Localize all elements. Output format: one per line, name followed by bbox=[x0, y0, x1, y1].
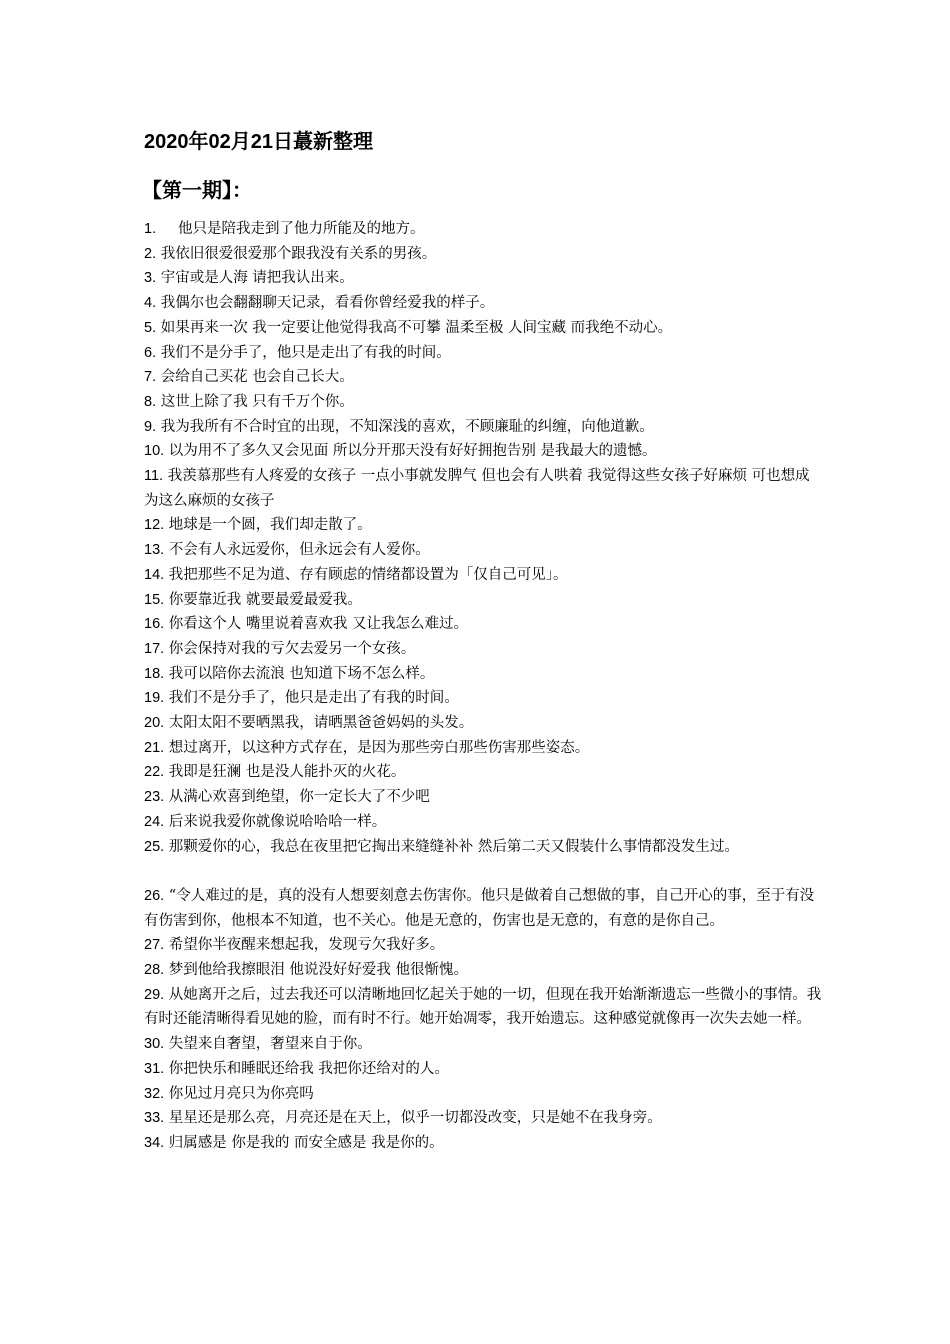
list-item bbox=[144, 242, 824, 267]
list-item-number: 1. bbox=[144, 221, 157, 237]
list-item bbox=[144, 686, 824, 711]
list-item-text: 我为我所有不合时宜的出现，不知深浅的喜欢，不顾廉耻的纠缠，向他道歉。 bbox=[160, 418, 654, 435]
list-item-text: 他只是陪我走到了他力所能及的地方。 bbox=[178, 221, 425, 237]
list-item-number: 12. bbox=[144, 517, 165, 534]
list-item-text: 你把快乐和睡眠还给我 我把你还给对的人。 bbox=[168, 1060, 449, 1077]
list-item bbox=[144, 1106, 824, 1131]
list-item-text: 我们不是分手了，他只是走出了有我的时间。 bbox=[160, 344, 451, 361]
list-item-number: 20. bbox=[144, 715, 165, 732]
list-item-number: 27. bbox=[144, 937, 165, 954]
list-item-number: 24. bbox=[144, 813, 165, 830]
list-item bbox=[144, 439, 824, 464]
list-item-text: 地球是一个圆，我们却走散了。 bbox=[168, 517, 372, 534]
list-item bbox=[144, 538, 824, 563]
list-item-number: 5. bbox=[144, 319, 157, 336]
list-item bbox=[144, 612, 824, 637]
list-item-text: 如果再来一次 我一定要让他觉得我高不可攀 温柔至极 人间宝藏 而我绝不动心。 bbox=[160, 319, 673, 336]
list-item-number: 18. bbox=[144, 665, 165, 682]
list-item-number: 21. bbox=[144, 739, 165, 756]
list-item-text: 宇宙或是人海 请把我认出来。 bbox=[160, 270, 354, 287]
list-item-text: 梦到他给我擦眼泪 他说没好好爱我 他很惭愧。 bbox=[168, 962, 468, 979]
list-item-number: 2. bbox=[144, 245, 157, 262]
list-item bbox=[144, 341, 824, 366]
list-item bbox=[144, 1131, 824, 1156]
list-item-number: 7. bbox=[144, 369, 157, 386]
list-item-number: 16. bbox=[144, 616, 165, 633]
list-item-number: 6. bbox=[144, 344, 157, 361]
list-item-text: 我羡慕那些有人疼爱的女孩子 一点小事就发脾气 但也会有人哄着 我觉得这些女孩子好麻烦 可也想成为这么麻烦的女孩子 bbox=[144, 468, 810, 509]
list-item-text: 你要靠近我 就要最爱最爱我。 bbox=[168, 591, 362, 608]
list-item bbox=[144, 291, 824, 316]
list-item bbox=[144, 810, 824, 835]
list-item bbox=[144, 365, 824, 390]
list-item-text: 后来说我爱你就像说哈哈哈一样。 bbox=[168, 813, 387, 830]
list-item-number: 15. bbox=[144, 591, 165, 608]
list-item-number: 23. bbox=[144, 789, 165, 806]
list-item bbox=[144, 933, 824, 958]
list-item-text: 归属感是 你是我的 而安全感是 我是你的。 bbox=[168, 1135, 444, 1151]
list-item-number: 28. bbox=[144, 962, 165, 979]
list-item-text: 你会保持对我的亏欠去爱另一个女孩。 bbox=[168, 640, 416, 657]
list-item-text: 我偶尔也会翻翻聊天记录，看看你曾经爱我的样子。 bbox=[160, 295, 495, 312]
list-item-text: 我即是狂澜 也是没人能扑灭的火花。 bbox=[168, 764, 406, 781]
list-item-text: 会给自己买花 也会自己长大。 bbox=[160, 369, 354, 386]
list-item bbox=[144, 316, 824, 341]
list-item-text: 我把那些不足为道、存有顾虑的情绪都设置为「仅自己可见」。 bbox=[168, 566, 568, 583]
list-item-text: 希望你半夜醒来想起我，发现亏欠我好多。 bbox=[168, 937, 445, 954]
list-item bbox=[144, 464, 824, 513]
list-item-number: 32. bbox=[144, 1085, 165, 1102]
list-item-number: 19. bbox=[144, 690, 165, 707]
list-item-text: 想过离开，以这种方式存在，是因为那些旁白那些伤害那些姿态。 bbox=[168, 739, 590, 756]
list-item-number: 9. bbox=[144, 418, 157, 435]
list-item-number: 30. bbox=[144, 1036, 165, 1053]
list-item bbox=[144, 637, 824, 662]
list-item-text: 太阳太阳不要晒黑我，请晒黑爸爸妈妈的头发。 bbox=[168, 715, 474, 732]
list-item-number: 14. bbox=[144, 566, 165, 583]
list-item bbox=[144, 785, 824, 810]
list-item bbox=[144, 760, 824, 785]
list-item-text: 星星还是那么亮，月亮还是在天上，似乎一切都没改变，只是她不在我身旁。 bbox=[168, 1110, 662, 1127]
list-item-text: 从她离开之后，过去我还可以清晰地回忆起关于她的一切，但现在我开始渐渐遗忘一些微小的事情。我有时还能清晰得看见她的脸，而有时不行。她开始凋零，我开始遗忘。这种感觉就像再一次失去她一样。 bbox=[144, 986, 822, 1028]
list-item bbox=[144, 736, 824, 761]
list-item bbox=[144, 415, 824, 440]
list-item-text: 不会有人永远爱你，但永远会有人爱你。 bbox=[168, 542, 430, 559]
list-item-number: 8. bbox=[144, 393, 157, 410]
list-item bbox=[144, 958, 824, 983]
list-item bbox=[144, 513, 824, 538]
list-item-text: 这世上除了我 只有千万个你。 bbox=[160, 393, 354, 410]
list-item-number: 10. bbox=[144, 443, 165, 460]
list-item bbox=[144, 1057, 824, 1082]
list-item-number: 34. bbox=[144, 1135, 165, 1151]
list-item-text: 从满心欢喜到绝望，你一定长大了不少吧 bbox=[168, 789, 430, 806]
list-item-number: 22. bbox=[144, 764, 165, 781]
list-item bbox=[144, 662, 824, 687]
list-item-text: 我可以陪你去流浪 也知道下场不怎么样。 bbox=[168, 665, 435, 682]
list-item-number: 11. bbox=[144, 468, 164, 485]
list-item-number: 31. bbox=[144, 1060, 165, 1077]
list-item bbox=[144, 588, 824, 613]
list-item bbox=[144, 711, 824, 736]
list-item-text: 我依旧很爱很爱那个跟我没有关系的男孩。 bbox=[160, 245, 437, 262]
list-item-text: 失望来自奢望，奢望来自于你。 bbox=[168, 1036, 372, 1053]
list-item bbox=[144, 266, 824, 291]
list-item-number: 13. bbox=[144, 542, 165, 559]
document-title: 2020年02月21日蕞新整理 bbox=[144, 131, 373, 153]
numbered-list bbox=[144, 217, 824, 1156]
list-item-number: 3. bbox=[144, 270, 157, 287]
list-item-text: 你见过月亮只为你亮吗 bbox=[168, 1085, 314, 1102]
list-item bbox=[144, 1082, 824, 1107]
list-item bbox=[144, 217, 824, 242]
list-item-number: 17. bbox=[144, 640, 165, 657]
list-item bbox=[144, 563, 824, 588]
list-item bbox=[144, 835, 824, 860]
list-item-number: 33. bbox=[144, 1110, 165, 1127]
list-item bbox=[144, 1032, 824, 1057]
list-item-text: 你看这个人 嘴里说着喜欢我 又让我怎么难过。 bbox=[168, 616, 468, 633]
list-item-text: 以为用不了多久又会见面 所以分开那天没有好好拥抱告别 是我最大的遗憾。 bbox=[168, 443, 657, 460]
list-item-number: 25. bbox=[144, 838, 165, 855]
list-item-text: “令人难过的是，真的没有人想要刻意去伤害你。他只是做着自己想做的事，自己开心的事，至于有没有伤害到你，他根本不知道，也不关心。他是无意的，伤害也是无意的，有意的是你自己。 bbox=[144, 887, 815, 929]
list-item-number: 29. bbox=[144, 986, 165, 1003]
list-item-text: 我们不是分手了，他只是走出了有我的时间。 bbox=[168, 690, 459, 707]
section-heading: 【第一期】： bbox=[142, 178, 252, 202]
list-item-number: 4. bbox=[144, 295, 157, 312]
list-item bbox=[144, 390, 824, 415]
list-item-number: 26. bbox=[144, 887, 165, 904]
list-item bbox=[144, 884, 824, 933]
list-item-text: 那颗爱你的心，我总在夜里把它掏出来缝缝补补 然后第二天又假装什么事情都没发生过。 bbox=[168, 838, 739, 855]
list-item bbox=[144, 983, 824, 1032]
